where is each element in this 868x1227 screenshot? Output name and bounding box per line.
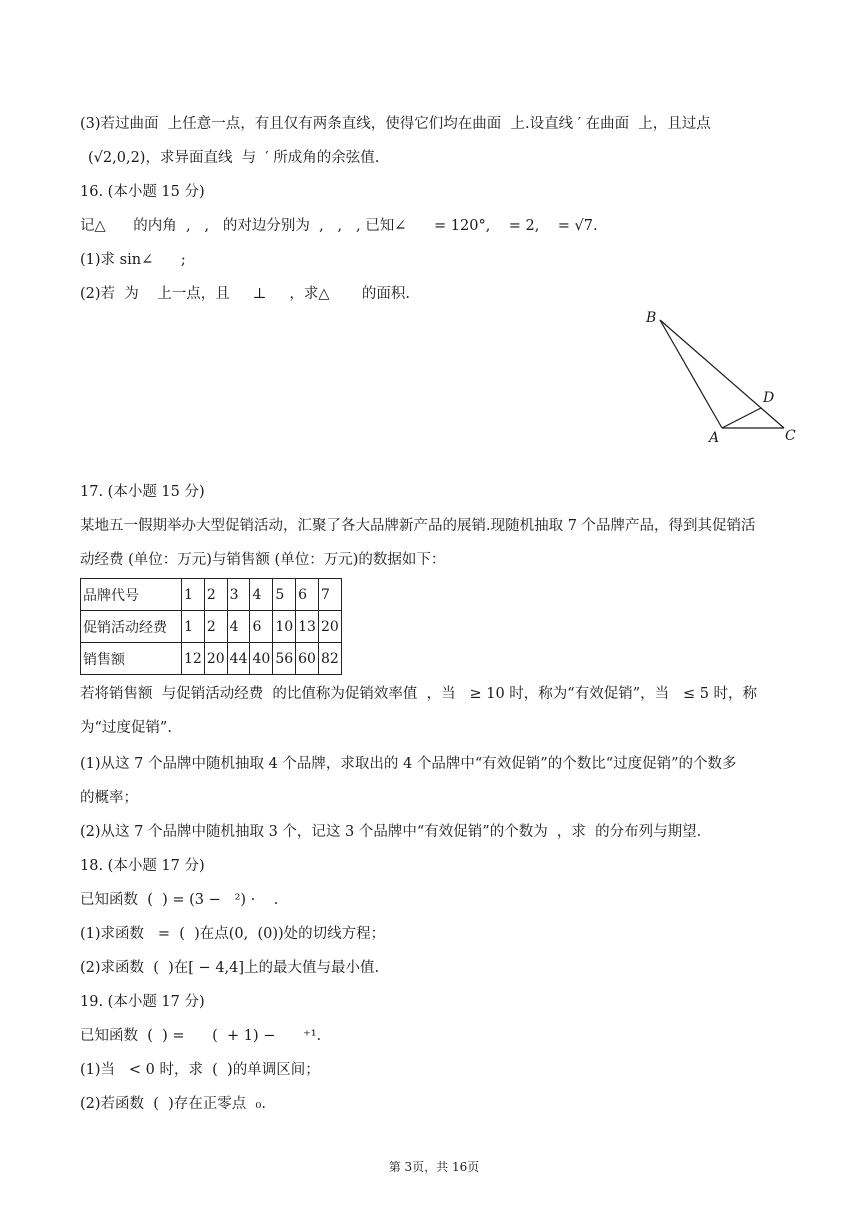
label-C: C (785, 428, 796, 444)
table-cell: 12 (182, 643, 205, 675)
table-cell: 7 (318, 579, 341, 611)
question-19-part2: (2)若函数 ( )存在正零点 ₀. (80, 1096, 266, 1112)
table-cell: 6 (296, 579, 319, 611)
table-cell: 44 (227, 643, 250, 675)
table-cell: 82 (318, 643, 341, 675)
table-cell: 4 (250, 579, 273, 611)
table-cell: 13 (296, 611, 319, 643)
table-cell: 5 (273, 579, 296, 611)
table-row (81, 579, 342, 611)
row-header: 销售额 (81, 643, 182, 675)
question-18-stem: 已知函数 ( ) = (3 − ²) · . (80, 892, 279, 908)
question-17-ratio-2: 为“过度促销”. (80, 720, 172, 736)
table-row (81, 643, 342, 675)
table-cell: 60 (296, 643, 319, 675)
question-17-ratio: 若将销售额 与促销活动经费 的比值称为促销效率值 ，当 ≥ 10 时，称为“有效促销”，当 ≤ 5 时，称 (80, 686, 758, 702)
question-17-part1: (1)从这 7 个品牌中随机抽取 4 个品牌，求取出的 4 个品牌中“有效促销”的个数比“过度促销”的个数多 (80, 756, 737, 772)
question-16-part1: (1)求 sin∠ ; (80, 252, 186, 268)
question-16-title: 16. (本小题 15 分) (80, 184, 205, 200)
question-18-part1: (1)求函数 = ( )在点(0, (0))处的切线方程； (80, 926, 386, 942)
triangle-figure (630, 300, 810, 450)
question-17-title: 17. (本小题 15 分) (80, 484, 205, 500)
question-17-part2: (2)从这 7 个品牌中随机抽取 3 个，记这 3 个品牌中“有效促销”的个数为 ，求 的分布列与期望. (80, 824, 702, 840)
table-cell: 1 (182, 611, 205, 643)
question-17-stem-1: 某地五一假期举办大型促销活动，汇聚了各大品牌新产品的展销.现随机抽取 7 个品牌产品，得到其促销活 (80, 518, 756, 534)
question-19-part1: (1)当 < 0 时，求 ( )的单调区间； (80, 1062, 320, 1078)
text-line-1: (3)若过曲面 上任意一点，有且仅有两条直线，使得它们均在曲面 上.设直线 ′ 在曲面 上，且过点 (80, 116, 711, 132)
table-cell: 20 (204, 643, 227, 675)
table-row (81, 611, 342, 643)
page-footer: 第 3页，共 16页 (388, 1160, 480, 1174)
table-cell: 10 (273, 611, 296, 643)
question-16-stem: 记△ 的内角 , , 的对边分别为 , , , 已知∠ = 120°, = 2, = √7. (80, 218, 598, 234)
label-B: B (646, 310, 657, 326)
label-A: A (709, 430, 720, 446)
data-table (80, 578, 342, 675)
question-18-part2: (2)求函数 ( )在[ − 4,4]上的最大值与最小值. (80, 960, 380, 976)
table-cell: 56 (273, 643, 296, 675)
label-D: D (763, 390, 775, 406)
table-cell: 2 (204, 579, 227, 611)
question-19-stem: 已知函数 ( ) = ( + 1) − ⁺¹. (80, 1028, 322, 1044)
table-cell: 6 (250, 611, 273, 643)
table-cell: 4 (227, 611, 250, 643)
question-16-part2: (2)若 为 上一点，且 ⊥ ，求△ 的面积. (80, 286, 410, 302)
row-header: 促销活动经费 (81, 611, 182, 643)
row-header: 品牌代号 (81, 579, 182, 611)
question-19-title: 19. (本小题 17 分) (80, 994, 205, 1010)
table-cell: 1 (182, 579, 205, 611)
question-17-stem-2: 动经费 (单位：万元)与销售额 (单位：万元)的数据如下： (80, 552, 446, 568)
table-cell: 2 (204, 611, 227, 643)
text-line-2: (√2,0,2)，求异面直线 与 ′ 所成角的余弦值. (88, 150, 380, 166)
table-cell: 3 (227, 579, 250, 611)
table-cell: 40 (250, 643, 273, 675)
question-18-title: 18. (本小题 17 分) (80, 858, 205, 874)
table-cell: 20 (318, 611, 341, 643)
question-17-part1-cont: 的概率； (80, 790, 138, 806)
